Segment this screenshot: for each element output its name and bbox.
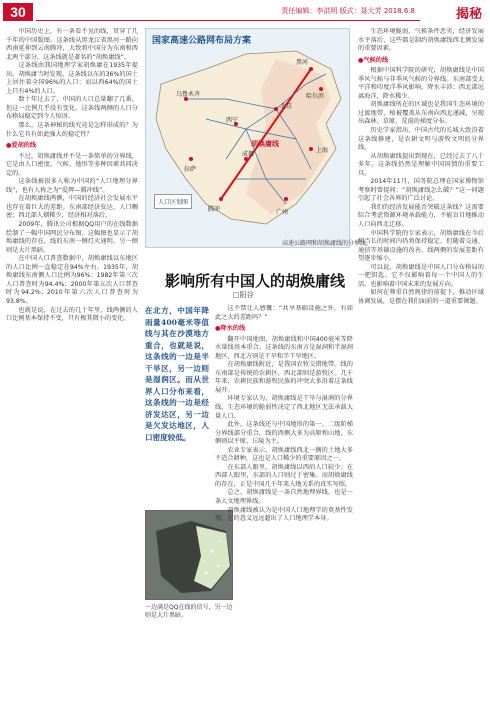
paragraph: 如何在尊重自然规律的前提下，推动区域协调发展，是摆在我们面前的一道重要课题。 bbox=[358, 289, 484, 305]
map-label-chengdu: 成都 bbox=[242, 151, 255, 158]
map-legend: 人口区划图 bbox=[154, 194, 192, 209]
map-label-harbin: 哈尔滨 bbox=[306, 93, 325, 100]
paragraph: 根据中国科学院的研究，胡焕庸线是中国季风气候与非季风气候的分界线。东南部受太平洋和印度洋季风影响，降水丰沛；西北部远离海洋，降水稀少。 bbox=[358, 67, 484, 100]
paragraph: 从胡焕庸线提出到现在，已经过去了八十多年。这条线仍然是理解中国国情的重要工具。 bbox=[358, 152, 484, 177]
paragraph: 胡焕庸线被认为是中国人口地理学的奠基性发现，它的意义远远超出了人口地理学本身。 bbox=[215, 506, 353, 523]
map-label-urumqi: 乌鲁木齐 bbox=[176, 91, 201, 98]
paragraph: 也就是说，在过去的几十年里，线两侧的人口比例基本保持不变，只有极其微小的变化。 bbox=[6, 306, 138, 323]
header-meta: 责任编辑：李洪明 版式：聂大芳 2018.6.8 bbox=[281, 7, 415, 15]
article-column-1 bbox=[6, 28, 138, 696]
paragraph: 环境专家认为，胡焕庸线是干旱与湿润的分界线，生态环境的脆弱性决定了西北地区无法承载大量人口。 bbox=[215, 395, 353, 420]
map-label-beijing: 北京 bbox=[280, 103, 293, 110]
paragraph: 中国历史上，有一条看不见的线，贯穿了几千年的中国版图。这条线从黑龙江省黑河一路向西南延伸到云南腾冲，大致将中国分为东南和西北两个部分。这条线就是著名的“胡焕庸线”。 bbox=[6, 28, 138, 61]
pull-quote: 在北方，中国年降雨量400毫米等值线与其在沙漠地方重合，也就是说，这条线的一边是半干旱区，另一边则是湿润区。而从世界人口分布来看，这条线的一边是经济发达区，另一边是欠发达地区，人口密度较低。 bbox=[145, 306, 209, 442]
header-rule bbox=[36, 20, 420, 21]
paragraph: 在胡焕庸线附近，是我国农牧交错地带。线的东南部是传统的农耕区，西北部则是游牧区。几千年来，农耕民族和游牧民族的冲突大多沿着这条线展开。 bbox=[215, 361, 353, 394]
paragraph: 2009年，腾讯公司根据QQ用户的在线数据绘制了一幅中国网民分布图，这幅图也显示了胡焕庸线的存在，线的东南一侧灯火通明，另一侧则是大片黑暗。 bbox=[6, 221, 138, 254]
paragraph: 那么，这条神秘的线究竟是怎样形成的？为什么它具有如此强大的稳定性？ bbox=[6, 122, 138, 138]
article-headline: 影响所有中国人的胡焕庸线 bbox=[164, 272, 345, 290]
paragraph: 历史学家指出，中国古代的长城大致沿着这条线修建，是农耕文明与游牧文明的分界线。 bbox=[358, 127, 484, 152]
paragraph: 生态环境脆弱，气候条件恶劣，经济发展水平落后，这些都是制约胡焕庸线西北侧发展的重要因素。 bbox=[358, 28, 484, 53]
paragraph: 在胡焕庸线两侧，中国的经济社会发展水平也存在着巨大的差距。东南部经济发达，人口稠密；西北部人烟稀少，经济相对落后。 bbox=[6, 195, 138, 220]
paragraph: 农业专家表示，胡焕庸线西北一侧的土地大多不适合耕种，这也是人口稀少的重要原因之一。 bbox=[215, 446, 353, 463]
map-label-shanghai: 上海 bbox=[316, 147, 329, 154]
map-label-xining: 西宁 bbox=[226, 117, 239, 124]
paragraph: 可以说，胡焕庸线是中国人口分布格局的一把钥匙。它不仅影响着每一个中国人的生活，也影响着中国未来的发展方向。 bbox=[358, 263, 484, 288]
map-graphic bbox=[146, 29, 350, 248]
map-label-heihe: 黑河 bbox=[296, 59, 309, 66]
subheading: ●降水的线 bbox=[215, 325, 246, 333]
article-byline: □阳谷 bbox=[233, 291, 254, 299]
paragraph: 不过，胡焕庸线并不是一条简单的分界线，它是由人口密度、气候、地形等多种因素共同决定的。 bbox=[6, 152, 138, 177]
paragraph: 我们的经济发展能否突破这条线？这需要综合考虑资源环境承载能力，不能盲目地推动人口向西北迁移。 bbox=[358, 203, 484, 229]
paragraph: 在中国人口普查数据中，胡焕庸线以东地区的人口比例一直稳定在94%左右。1935年，胡焕庸线东南侧人口比例为96%；1982年第三次人口普查时为94.4%；2000年第五次人口普查时为94.2%；2010年第六次人口普查时为93.8%。 bbox=[6, 255, 138, 305]
map-label-tengchong: 腾冲 bbox=[208, 206, 221, 213]
article-column-3 bbox=[358, 28, 484, 696]
paragraph: 总之，胡焕庸线是一条自然地理界线，也是一条人文地理界线。 bbox=[215, 489, 353, 506]
page-header bbox=[0, 0, 490, 24]
subheading: ●气候的线 bbox=[358, 56, 389, 64]
paragraph: 2014年11月，国务院总理在国家博物馆考察时曾提问：“胡焕庸线怎么破？”这一问题引起了社会各界的广泛讨论。 bbox=[358, 178, 484, 203]
map-label-hu-line: 胡焕庸线 bbox=[251, 140, 279, 148]
section-title: 揭秘 bbox=[455, 7, 482, 22]
page-number: 30 bbox=[3, 3, 33, 21]
paragraph: 这条线被很多人称为中国的“人口地理分界线”，也有人称之为“爱辉—腾冲线”。 bbox=[6, 178, 138, 194]
paragraph: 翻开中国地图，胡焕庸线和中国400毫米等降水量线基本重合。这条线的东南方是湿润和半湿润地区，西北方则是干旱和半干旱地区。 bbox=[215, 335, 353, 360]
map-caption: 高速公路网和胡焕庸线的分界线。 bbox=[282, 240, 373, 247]
paragraph: 这不禁让人感慨：“共享基础设施之外，有如此之大的差距吗？” bbox=[215, 305, 353, 321]
map-title: 国家高速公路网布局方案 bbox=[152, 36, 252, 46]
paragraph: 在东部人眼里，胡焕庸线以西的人口较少；在西部人眼里，东部的人口则过于密集。而胡焕庸线的存在，正是中国几千年来人地关系的真实写照。 bbox=[215, 463, 353, 488]
paragraph: 此外，这条线还与中国地形的第一、二级阶梯分界线部分重合，线的西侧大多为高原和山地，东侧则以平原、丘陵为主。 bbox=[215, 421, 353, 446]
paragraph: 胡焕庸线所在的区域也是我国生态环境的过渡地带，植被覆盖从东南向西北递减，呈现出森林、草原、荒漠的梯度分布。 bbox=[358, 101, 484, 126]
map-label-lhasa: 拉萨 bbox=[184, 166, 197, 173]
paragraph: 这条线由我国地理学家胡焕庸在1935年提出。胡焕庸当时发现，这条线以东的36%的国土上居住着全国96%的人口；而以西64%的国土上只有4%的人口。 bbox=[6, 62, 138, 95]
photo-caption: 一边满是QQ在线的信号，另一边则是大片黑暗。 bbox=[145, 604, 233, 619]
map-label-guangzhou: 广州 bbox=[276, 209, 289, 216]
map-figure bbox=[145, 28, 350, 248]
subheading: ●爱胡的线 bbox=[6, 142, 37, 150]
paragraph: 数十年过去了，中国的人口总量翻了几番，但这一比例几乎没有变化。这条线两侧的人口分布格局稳定到令人惊讶。 bbox=[6, 96, 138, 121]
paragraph: 中国科学院的专家表示，胡焕庸线在今后相当长的时间内仍将保持稳定，但随着交通、通信等基础设施的改善，线两侧的发展差距有望逐步缩小。 bbox=[358, 229, 484, 263]
article-column-2 bbox=[215, 305, 353, 697]
